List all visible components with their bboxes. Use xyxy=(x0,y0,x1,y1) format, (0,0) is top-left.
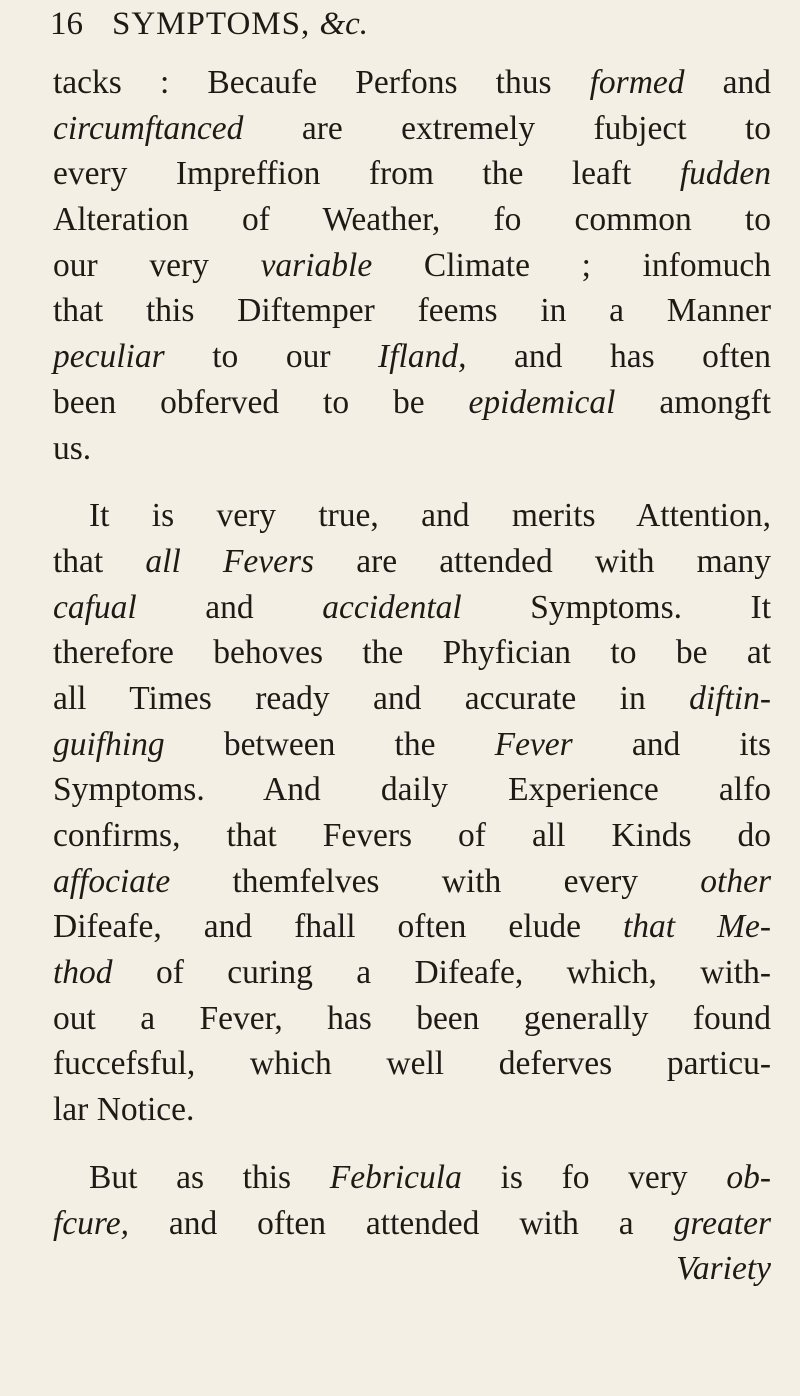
text-line: thod of curing a Difeafe, which, with- xyxy=(53,954,772,992)
running-head-etc: &c. xyxy=(319,6,369,42)
running-head xyxy=(112,6,368,43)
running-head-title: SYMPTOMS, xyxy=(112,6,311,42)
text-line: lar Notice. xyxy=(53,1091,195,1129)
text-line: fcure, and often attended with a greater xyxy=(53,1204,771,1242)
text-line: Difeafe, and fhall often elude that Me- xyxy=(53,908,772,946)
text-line: been obferved to be epidemical amongft xyxy=(53,383,772,421)
text-line: us. xyxy=(53,429,92,467)
text-line: that all Fevers are attended with many xyxy=(53,542,772,580)
catchword: Variety xyxy=(676,1250,771,1288)
text-line: But as this Febricula is fo very ob- xyxy=(89,1158,772,1196)
paragraph-gap xyxy=(53,1133,771,1155)
text-line: cafual and accidental Symptoms. It xyxy=(53,588,772,626)
text-line: It is very true, and merits Attention, xyxy=(89,497,771,535)
text-line: Alteration of Weather, fo common to xyxy=(53,201,771,239)
text-line: out a Fever, has been generally found xyxy=(53,999,771,1037)
text-line: circumftanced are extremely fubject to xyxy=(53,109,771,147)
page-number: 16 xyxy=(50,6,83,42)
text-line: confirms, that Fevers of all Kinds do xyxy=(53,817,771,854)
paragraph-gap xyxy=(53,471,771,493)
text-line: Symptoms. And daily Experience alfo xyxy=(53,771,771,809)
text-line: that this Diftemper feems in a Manner xyxy=(53,292,771,330)
text-line: fuccefsful, which well deferves particu- xyxy=(53,1045,771,1083)
text-line: all Times ready and accurate in diftin- xyxy=(53,679,772,717)
page-header xyxy=(50,6,368,52)
text-line: every Impreffion from the leaft fudden xyxy=(53,155,772,193)
text-line: our very variable Climate ; infomuch xyxy=(53,246,772,284)
text-line: affociate themfelves with every other xyxy=(53,862,771,900)
text-line: therefore behoves the Phyfician to be at xyxy=(53,634,771,672)
text-line: peculiar to our Ifland, and has often xyxy=(53,338,771,376)
text-line: guifhing between the Fever and its xyxy=(53,725,771,763)
text-line: tacks : Becaufe Perfons thus formed and xyxy=(53,64,771,101)
body-text xyxy=(53,60,771,1292)
